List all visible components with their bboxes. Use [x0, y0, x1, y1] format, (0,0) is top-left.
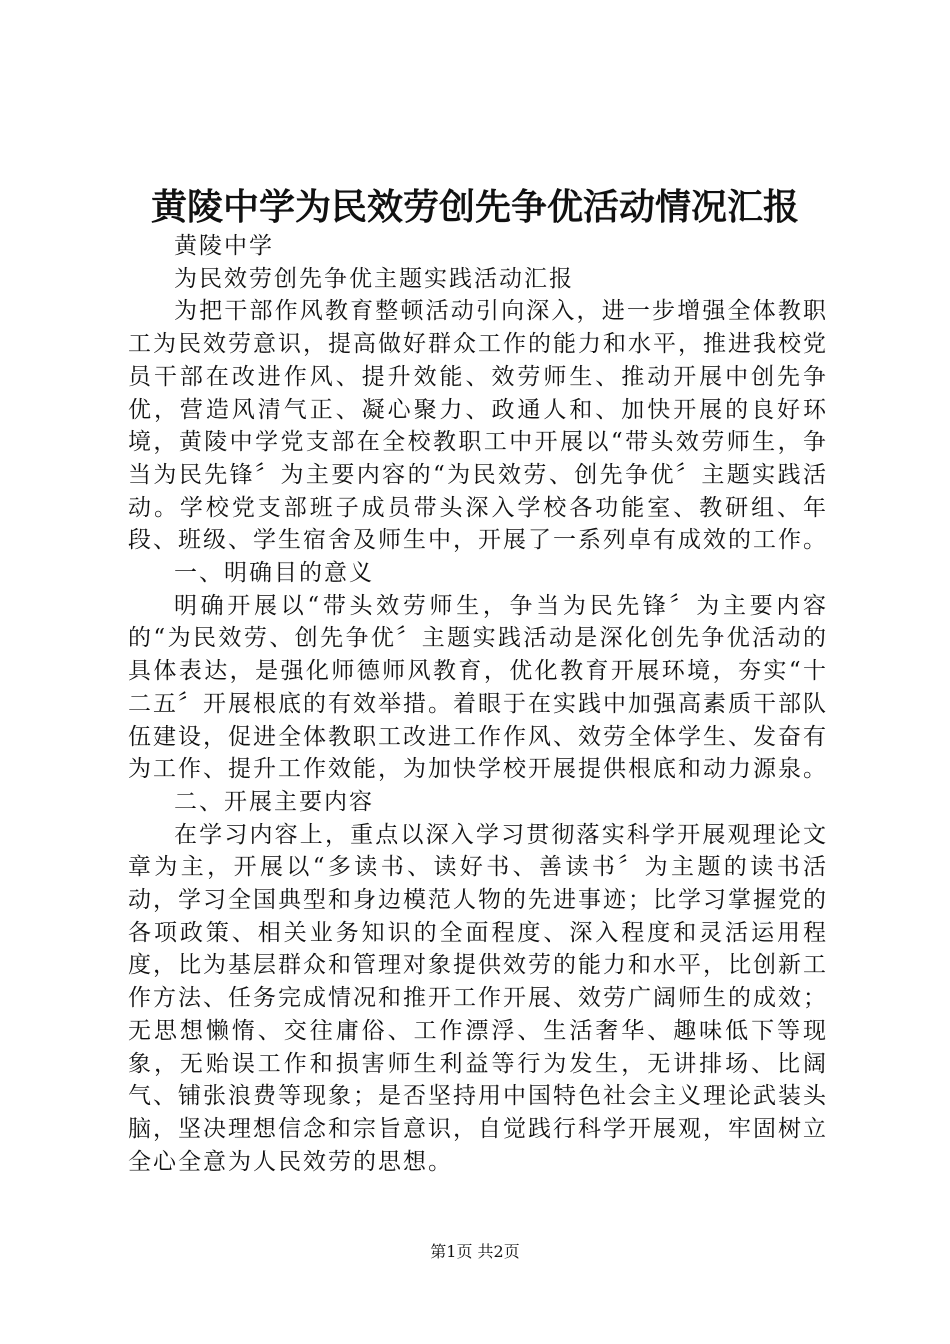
page-footer: 第1页 共2页 — [430, 1242, 520, 1261]
section-heading-content: 二、开展主要内容 — [174, 788, 374, 815]
document-title: 黄陵中学为民效劳创先争优活动情况汇报 — [150, 187, 799, 228]
purpose-paragraph: 明确开展以“带头效劳师生，争当为民先锋〞为主要内容的“为民效劳、创先争优〞主题实践活动是深化创先争优活动的具体表达，是强化师德师风教育，优化教育开展环境，夯实“十二五〞开展根底的有效举措。着眼于在实践中加强高素质干部队伍建设，促进全体教职工改进工作作风、效劳全体学生、发奋有为工作、提升工作效能，为加快学校开展提供根底和动力源泉。 — [128, 592, 828, 783]
intro-paragraph: 为把干部作风教育整顿活动引向深入，进一步增强全体教职工为民效劳意识，提高做好群众工作的能力和水平，推进我校党员干部在改进作风、提升效能、效劳师生、推动开展中创先争优，营造风清气正、凝心聚力、政通人和、加快开展的良好环境，黄陵中学党支部在全校教职工中开展以“带头效劳师生，争当为民先锋〞为主要内容的“为民效劳、创先争优〞主题实践活动。学校党支部班子成员带头深入学校各功能室、教研组、年段、班级、学生宿舍及师生中，开展了一系列卓有成效的工作。 — [128, 298, 828, 554]
content-paragraph: 在学习内容上，重点以深入学习贯彻落实科学开展观理论文章为主，开展以“多读书、读好书、善读书〞为主题的读书活动，学习全国典型和身边模范人物的先进事迹；比学习掌握党的各项政策、相关业务知识的全面程度、深入程度和灵活运用程度，比为基层群众和管理对象提供效劳的能力和水平，比创新工作方法、任务完成情况和推开工作开展、效劳广阔师生的成效；无思想懒惰、交往庸俗、工作漂浮、生活奢华、趣味低下等现象，无贻误工作和损害师生利益等行为发生，无讲排场、比阔气、铺张浪费等现象；是否坚持用中国特色社会主义理论武装头脑，坚决理想信念和宗旨意识，自觉践行科学开展观，牢固树立全心全意为人民效劳的思想。 — [128, 821, 828, 1175]
document-body — [128, 230, 828, 1178]
school-name-line: 黄陵中学 — [174, 233, 274, 259]
section-heading-purpose: 一、明确目的意义 — [174, 560, 374, 587]
report-subtitle-line: 为民效劳创先争优主题实践活动汇报 — [174, 265, 574, 292]
